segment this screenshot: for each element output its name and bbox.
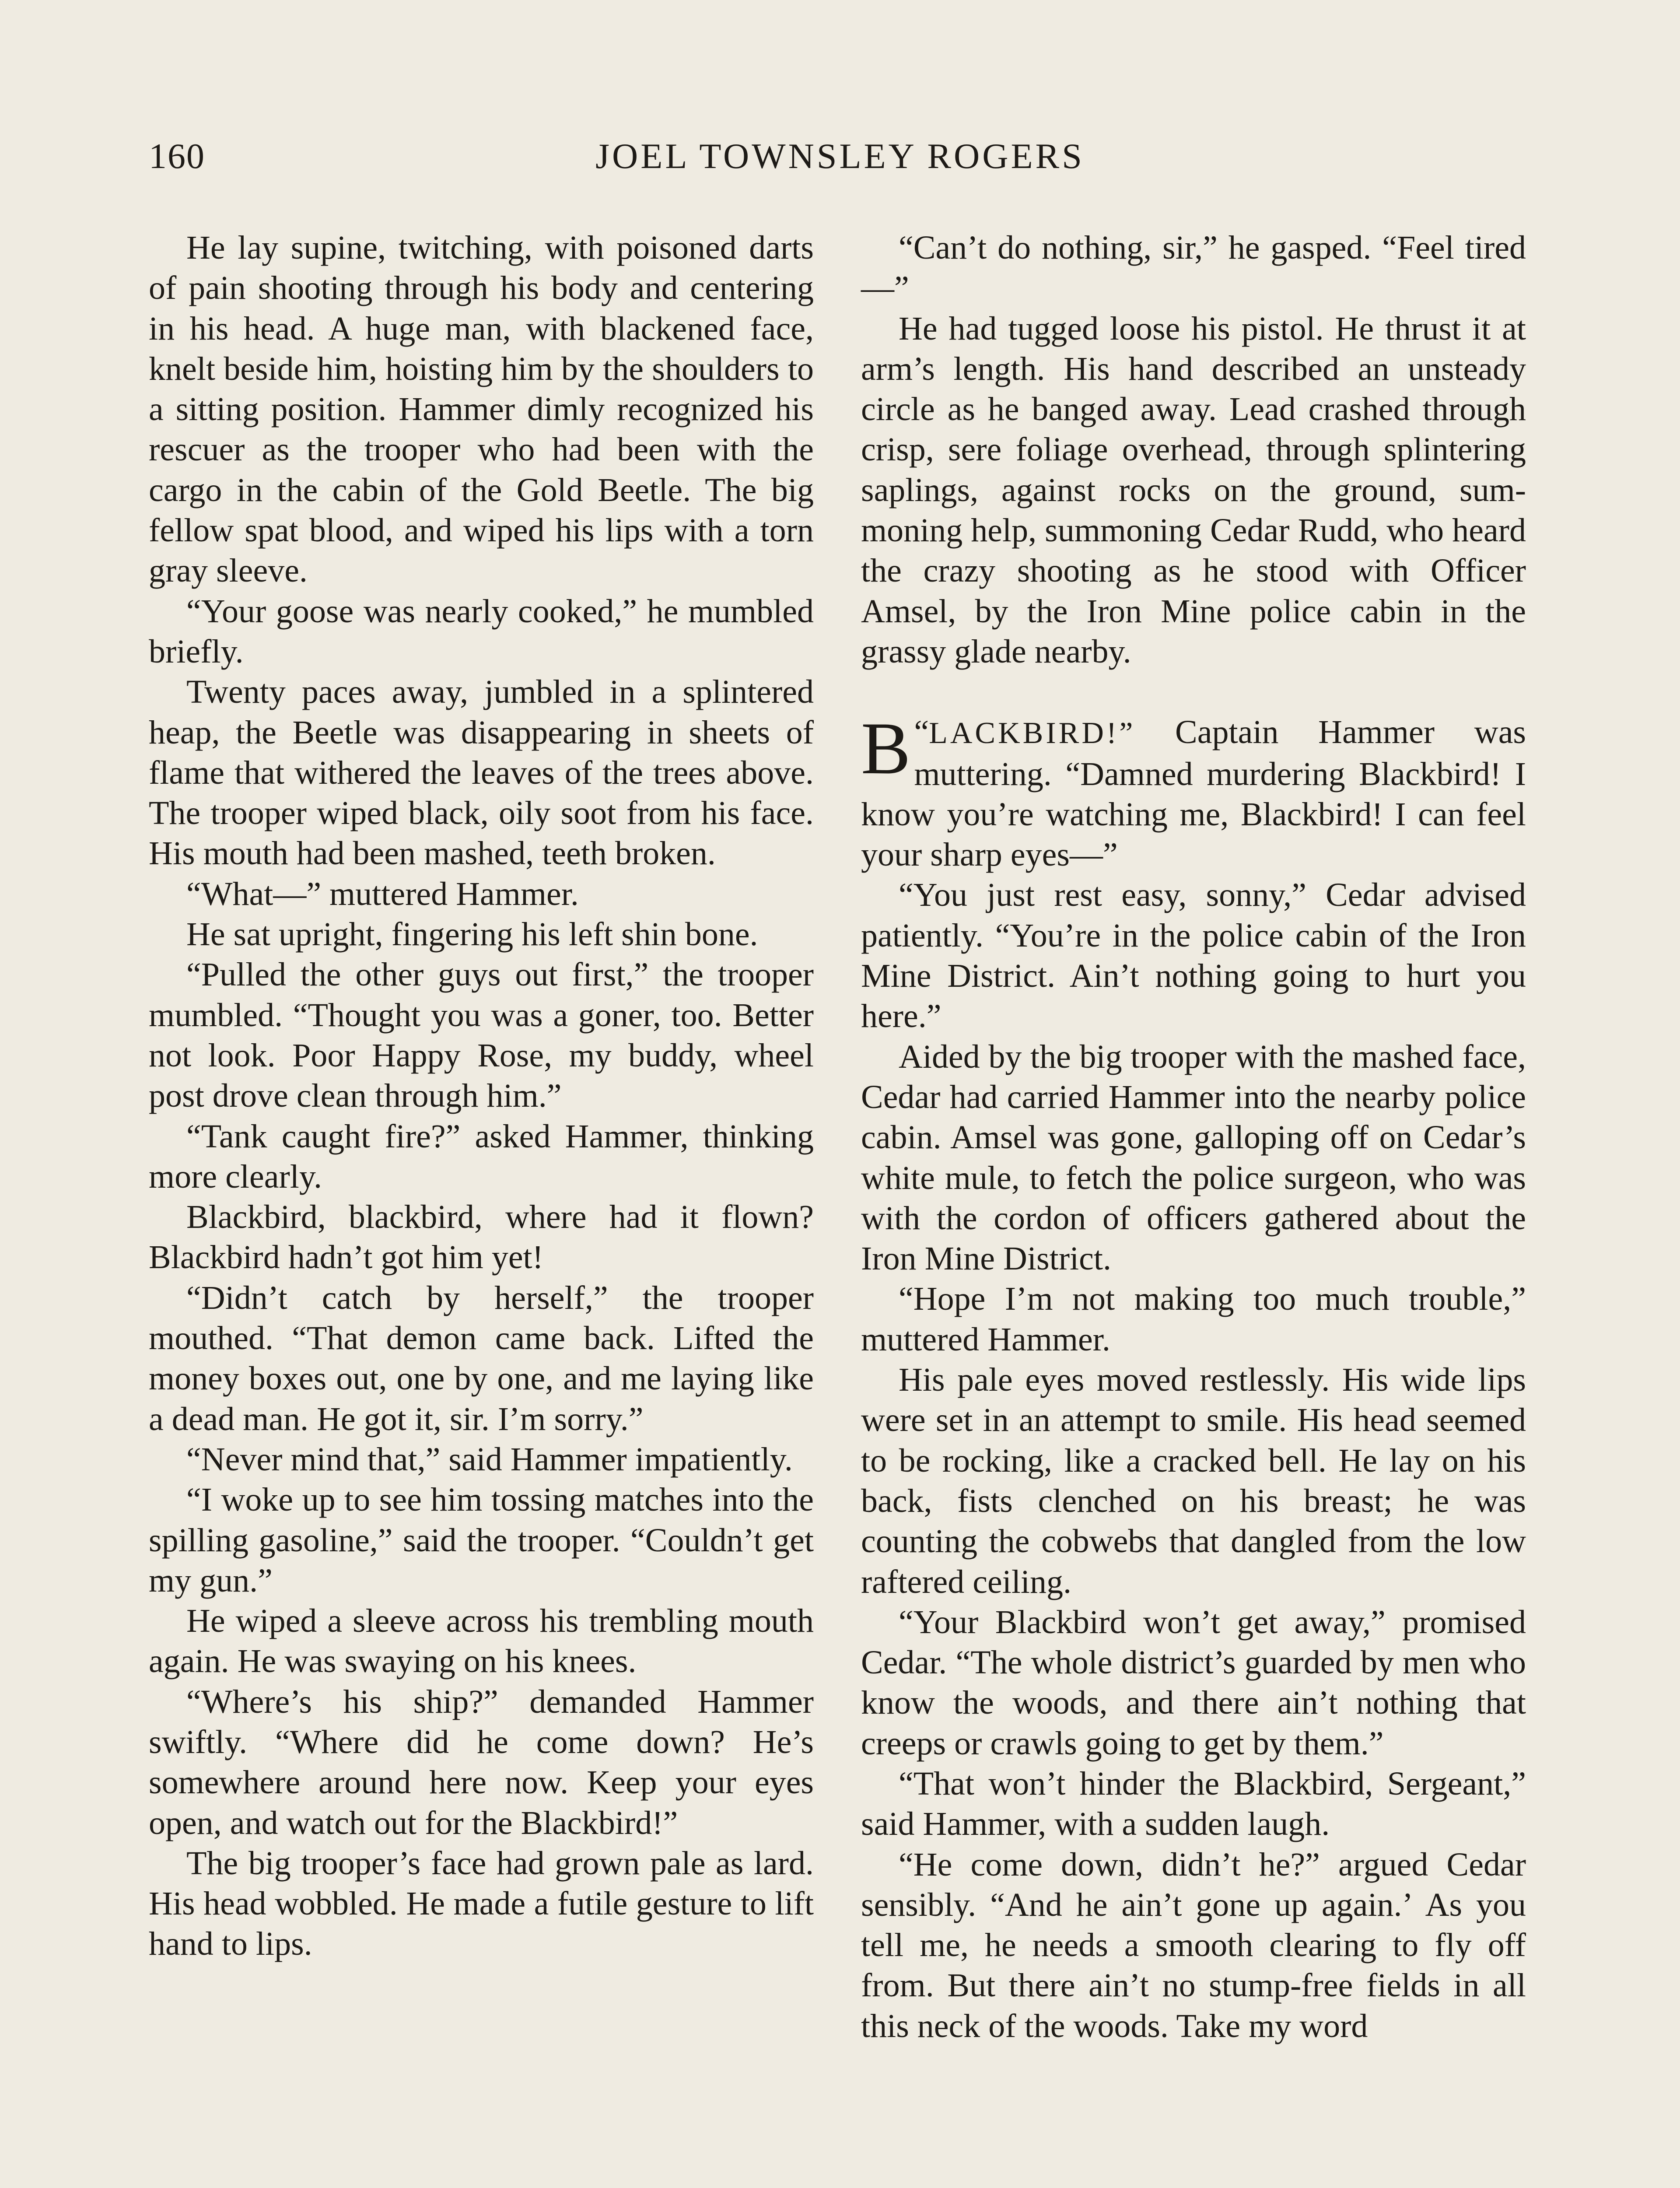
paragraph: The big trooper’s face had grown pale as lard. His head wobbled. He made a futile gesture to lift hand to lips. [149, 1844, 814, 1963]
smallcaps-lead: LACKBIRD!” [929, 716, 1136, 750]
running-head: JOEL TOWNSLEY ROGERS [595, 136, 1085, 176]
section-break [861, 672, 1526, 712]
paragraph: Twenty paces away, jumbled in a splintered heap, the Beetle was disappearing in sheets of flame that withered the leaves of the trees above. The trooper wiped black, oily soot from his face. His mouth had been mashed, teeth broken. [149, 673, 814, 872]
paragraph: He wiped a sleeve across his trembling mouth again. He was swaying on his knees. [149, 1602, 814, 1680]
section-opening-paragraph [861, 707, 1526, 875]
drop-cap: B [861, 707, 911, 790]
opening-text: Captain Hammer was muttering. “Damned murdering Blackbird! I know you’re watching me, Blackbird! I can feel your sharp eyes—” [861, 714, 1526, 873]
page-header [149, 136, 1531, 184]
paragraph: Blackbird, blackbird, where had it flown? Blackbird hadn’t got him yet! [149, 1199, 814, 1276]
paragraph: He had tugged loose his pistol. He thrust it at arm’s length. His hand described an unsteady circle as he banged away. Lead crashed through crisp, sere foliage overhead, through splintering saplings, against rocks on the ground, summoning help, summoning Cedar Rudd, who heard the crazy shooting as he stood with Officer Amsel, by the Iron Mine police cabin in the grassy glade nearby. [861, 310, 1526, 670]
paragraph: “I woke up to see him tossing matches into the spilling gasoline,” said the trooper. “Couldn’t get my gun.” [149, 1481, 814, 1599]
paragraph: “Your Blackbird won’t get away,” promised Cedar. “The whole district’s guarded by men who know the woods, and there ain’t nothing that creeps or crawls going to get by them.” [861, 1603, 1526, 1762]
paragraph: Aided by the big trooper with the mashed face, Cedar had carried Hammer into the nearby police cabin. Amsel was gone, galloping off on Cedar’s white mule, to fetch the police surgeon, who was with the cordon of officers gathered about the Iron Mine District. [861, 1038, 1526, 1277]
paragraph: “He come down, didn’t he?” argued Cedar sensibly. “And he ain’t gone up again.ʼ As you tell me, he needs a smooth clearing to fly off from. But there ain’t no stump-free fields in all this neck of the woods. Take my word [861, 1846, 1526, 2044]
paragraph: His pale eyes moved restlessly. His wide lips were set in an attempt to smile. His head seemed to be rocking, like a cracked bell. He lay on his back, fists clenched on his breast; he was counting the cobwebs that dangled from the low raftered ceiling. [861, 1361, 1526, 1600]
paragraph: He sat upright, fingering his left shin bone. [186, 916, 758, 953]
paragraph: “Where’s his ship?” demanded Hammer swiftly. “Where did he come down? He’s somewhere around here now. Keep your eyes open, and watch out for the Blackbird!” [149, 1683, 814, 1841]
paragraph: “Hope I’m not making too much trouble,” muttered Hammer. [861, 1280, 1526, 1358]
paragraph: “Tank caught fire?” asked Hammer, thinking more clearly. [149, 1118, 814, 1195]
paragraph: “What—” muttered Hammer. [186, 875, 579, 912]
paragraph: He lay supine, twitching, with poisoned darts of pain shooting through his body and centering in his head. A huge man, with blackened face, knelt beside him, hoisting him by the shoulders to a sitting position. Hammer dimly recognized his rescuer as the trooper who had been with the cargo in the cabin of the Gold Beetle. The big fellow spat blood, and wiped his lips with a torn gray sleeve. [149, 229, 814, 589]
right-column [861, 228, 1526, 2046]
paragraph: “Your goose was nearly cooked,” he mumbled briefly. [149, 593, 814, 670]
paragraph: “Pulled the other guys out first,” the trooper mumbled. “Thought you was a goner, too. Better not look. Poor Happy Rose, my buddy, wheel post drove clean through him.” [149, 956, 814, 1115]
paragraph: “You just rest easy, sonny,” Cedar advised patiently. “You’re in the police cabin of the Iron Mine District. Ain’t nothing going to hurt you here.” [861, 877, 1526, 1035]
opening-quote: “ [914, 714, 929, 751]
paragraph: “Didn’t catch by herself,” the trooper mouthed. “That demon came back. Lifted the money boxes out, one by one, and me laying like a dead man. He got it, sir. I’m sorry.” [149, 1279, 814, 1438]
page-number: 160 [149, 136, 205, 176]
paragraph: “That won’t hinder the Blackbird, Sergeant,” said Hammer, with a sudden laugh. [861, 1765, 1526, 1843]
paragraph: “Never mind that,” said Hammer impatiently. [186, 1441, 793, 1478]
paragraph: “Can’t do nothing, sir,” he gasped. “Feel tired—” [861, 229, 1526, 307]
left-column [149, 228, 814, 1964]
